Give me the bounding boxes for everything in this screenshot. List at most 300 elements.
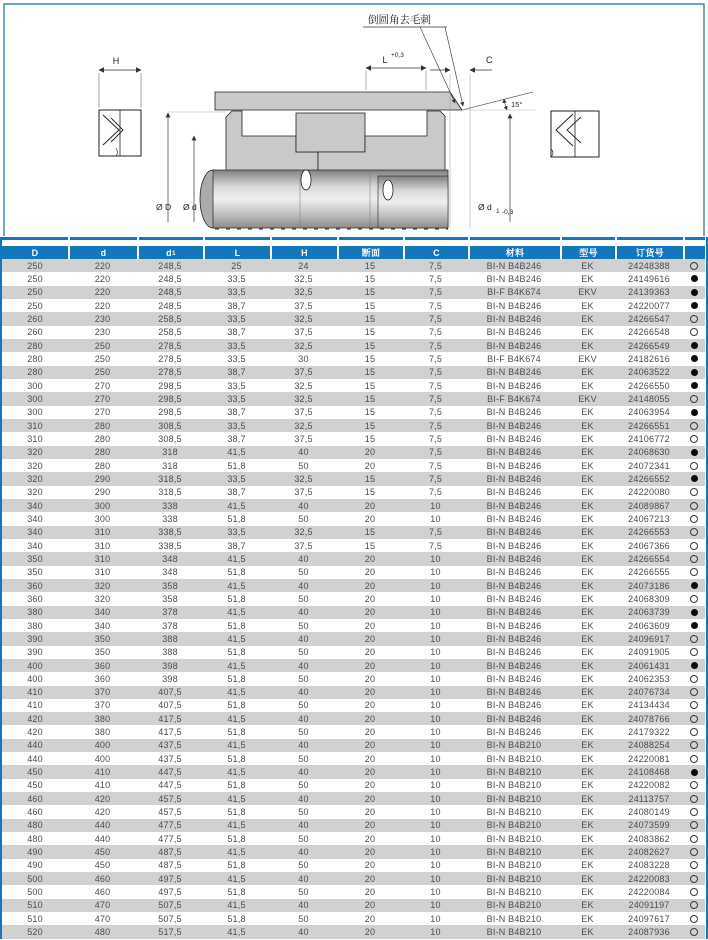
table-cell: 338,5 — [158, 527, 182, 538]
table-cell: 7,5 — [428, 447, 443, 458]
table-cell: 500 — [27, 873, 43, 884]
table-row — [2, 632, 705, 645]
table-cell: 340 — [27, 527, 43, 538]
table-cell: 10 — [430, 820, 441, 831]
table-cell: 32,5 — [294, 420, 313, 431]
table-top-border — [2, 237, 705, 240]
table-cell: 20 — [364, 807, 376, 818]
table-cell: 318 — [162, 447, 178, 458]
table-cell: 10 — [430, 927, 441, 938]
table-cell: 51,8 — [227, 567, 246, 578]
availability-dot-filled — [691, 769, 698, 776]
table-row — [2, 859, 705, 872]
table-cell: 38,7 — [227, 300, 246, 311]
table-cell: 41,5 — [227, 740, 246, 751]
table-cell: BI-N B4B246 — [486, 340, 542, 351]
table-cell: 24097617 — [628, 913, 670, 924]
table-cell: 480 — [94, 927, 111, 938]
availability-dot-hollow — [690, 648, 698, 656]
table-cell: 10 — [430, 660, 441, 671]
table-cell: EK — [581, 927, 594, 938]
table-cell: BI-N B4B210 — [486, 860, 542, 871]
table-cell — [615, 237, 683, 240]
table-cell: 417,5 — [158, 727, 182, 738]
table-cell: BI-N B4B246 — [486, 327, 542, 338]
table-cell: 20 — [364, 673, 376, 684]
table-row — [2, 672, 705, 685]
table-cell: 41,5 — [227, 633, 246, 644]
table-cell: 10 — [430, 633, 441, 644]
table-row — [2, 286, 705, 299]
table-cell: 350 — [27, 553, 43, 564]
table-cell — [683, 819, 705, 832]
table-cell: 298,5 — [158, 380, 182, 391]
table-cell: EK — [581, 660, 594, 671]
table-cell: 338 — [162, 500, 178, 511]
table-cell: 10 — [430, 860, 441, 871]
table-cell — [683, 406, 705, 419]
table-cell: BI-N B4B246 — [486, 447, 542, 458]
dim-phid-label: Ø d — [183, 202, 197, 212]
table-cell: BI-N B4B210 — [486, 767, 542, 778]
table-cell: 20 — [364, 767, 376, 778]
table-cell: 280 — [94, 420, 111, 431]
table-cell: 10 — [430, 887, 441, 898]
table-cell: 360 — [27, 593, 43, 604]
table-cell — [683, 539, 705, 552]
table-cell: 24266549 — [628, 340, 670, 351]
availability-dot-hollow — [690, 435, 698, 443]
table-cell: 15 — [364, 407, 376, 418]
table-cell: 517,5 — [158, 927, 182, 938]
table-row — [2, 805, 705, 818]
table-cell: 38,7 — [227, 540, 246, 551]
table-cell: 24073186 — [628, 580, 670, 591]
table-cell: 250 — [27, 273, 43, 284]
table-cell: 250 — [94, 367, 111, 378]
table-row — [2, 326, 705, 339]
table-cell: BI-N B4B246 — [486, 687, 542, 698]
table-cell: 10 — [430, 873, 441, 884]
table-cell: 7,5 — [428, 287, 443, 298]
table-cell: 10 — [430, 833, 441, 844]
table-cell: BI-N B4B246 — [486, 513, 542, 524]
table-cell: 470 — [94, 900, 111, 911]
table-cell: 51,8 — [227, 780, 246, 791]
table-row — [2, 379, 705, 392]
table-cell: 410 — [94, 780, 111, 791]
table-cell: 318 — [162, 460, 178, 471]
table-cell: 230 — [94, 313, 111, 324]
table-cell: 477,5 — [158, 820, 182, 831]
table-cell: 10 — [430, 673, 441, 684]
table-cell: 10 — [430, 593, 441, 604]
table-cell: 440 — [94, 833, 111, 844]
table-cell: 7,5 — [428, 260, 443, 271]
table-cell: BI-N B4B210 — [486, 780, 542, 791]
table-cell: 15 — [364, 433, 376, 444]
table-cell: 37,5 — [294, 327, 313, 338]
availability-dot-filled — [691, 289, 698, 296]
table-cell: EKV — [578, 353, 597, 364]
availability-dot-filled — [691, 275, 698, 282]
table-row — [2, 299, 705, 312]
table-cell: 20 — [364, 847, 376, 858]
table-cell: BI-N B4B246 — [486, 673, 542, 684]
table-cell: 24072341 — [628, 460, 670, 471]
table-cell: 24113757 — [628, 793, 670, 804]
table-cell — [683, 912, 705, 925]
table-cell: 310 — [94, 540, 111, 551]
column-header: H — [270, 246, 337, 259]
table-row — [2, 459, 705, 472]
table-cell: 400 — [94, 740, 111, 751]
availability-dot-filled — [691, 582, 698, 589]
availability-dot-hollow — [690, 568, 698, 576]
dim-phid1-sub: 1 — [496, 208, 500, 215]
table-cell: 20 — [364, 660, 376, 671]
table-cell: 40 — [298, 500, 309, 511]
table-cell: 51,8 — [227, 833, 246, 844]
column-header: d $_1$ — [137, 246, 203, 259]
table-cell — [683, 606, 705, 619]
availability-dot-filled — [691, 369, 698, 376]
table-cell — [683, 925, 705, 938]
availability-dot-filled — [691, 475, 698, 482]
table-cell: 41,5 — [227, 873, 246, 884]
table-cell: 24091905 — [628, 647, 670, 658]
table-cell: 10 — [430, 607, 441, 618]
table-cell: 20 — [364, 647, 376, 658]
pin-detail — [383, 180, 393, 200]
table-cell — [683, 699, 705, 712]
availability-dot-hollow — [690, 555, 698, 563]
table-row — [2, 339, 705, 352]
table-cell: BI-N B4B210 — [486, 847, 542, 858]
table-cell: 51,8 — [227, 887, 246, 898]
table-cell: 24067366 — [628, 540, 670, 551]
table-cell: 520 — [27, 927, 43, 938]
availability-dot-hollow — [690, 395, 698, 403]
table-cell: 318,5 — [158, 487, 182, 498]
table-cell: 510 — [27, 900, 43, 911]
table-cell: 510 — [27, 913, 43, 924]
table-cell — [683, 419, 705, 432]
table-cell — [137, 237, 203, 240]
column-header: C — [403, 246, 468, 259]
table-cell: 487,5 — [158, 860, 182, 871]
table-cell: 41,5 — [227, 580, 246, 591]
table-cell: 24266554 — [628, 553, 670, 564]
table-cell: 378 — [162, 607, 178, 618]
table-cell: 37,5 — [294, 367, 313, 378]
table-cell: 10 — [430, 700, 441, 711]
availability-dot-filled — [691, 662, 698, 669]
table-cell: 15 — [364, 273, 376, 284]
table-cell: 40 — [298, 927, 309, 938]
column-header: L — [203, 246, 270, 259]
table-row — [2, 765, 705, 778]
table-cell: 440 — [27, 753, 43, 764]
table-cell: BI-F B4K674 — [487, 287, 541, 298]
table-cell: BI-N B4B210 — [486, 753, 542, 764]
table-cell: BI-N B4B246 — [486, 367, 542, 378]
table-cell: BI-N B4B246 — [486, 713, 542, 724]
table-cell — [683, 299, 705, 312]
table-cell: 24061431 — [628, 660, 670, 671]
table-cell: 450 — [27, 767, 43, 778]
table-cell: 220 — [94, 287, 111, 298]
table-cell: 24149616 — [628, 273, 670, 284]
table-cell: BI-N B4B210 — [486, 913, 542, 924]
table-cell: 24106772 — [628, 433, 670, 444]
table-cell: 497,5 — [158, 887, 182, 898]
table-cell: 370 — [94, 687, 111, 698]
table-cell: 7,5 — [428, 313, 443, 324]
table-row — [2, 845, 705, 858]
table-cell: EK — [581, 727, 594, 738]
table-cell: 15 — [364, 340, 376, 351]
table-cell: 41,5 — [227, 847, 246, 858]
table-cell: 24082627 — [628, 847, 670, 858]
table-cell: 40 — [298, 713, 309, 724]
table-cell: EK — [581, 647, 594, 658]
table-cell: 250 — [94, 340, 111, 351]
table-cell: 447,5 — [158, 767, 182, 778]
table-cell: 7,5 — [428, 433, 443, 444]
table-cell: 350 — [94, 647, 111, 658]
table-cell: EK — [581, 567, 594, 578]
table-cell: 250 — [27, 300, 43, 311]
table-cell: 51,8 — [227, 673, 246, 684]
table-cell: 50 — [298, 673, 309, 684]
table-cell: EK — [581, 580, 594, 591]
table-cell: 338,5 — [158, 540, 182, 551]
table-cell: 470 — [94, 913, 111, 924]
table-cell: 420 — [27, 727, 43, 738]
table-cell: 37,5 — [294, 407, 313, 418]
table-cell — [468, 237, 560, 240]
table-cell — [683, 712, 705, 725]
table-cell: 20 — [364, 513, 376, 524]
table-cell — [683, 832, 705, 845]
table-cell: 20 — [364, 447, 376, 458]
table-cell: 40 — [298, 553, 309, 564]
table-cell: 10 — [430, 567, 441, 578]
table-cell: BI-N B4B246 — [486, 727, 542, 738]
table-cell: 51,8 — [227, 807, 246, 818]
table-cell: 41,5 — [227, 767, 246, 778]
table-cell: 10 — [430, 513, 441, 524]
table-cell: 33,5 — [227, 340, 246, 351]
table-cell: 378 — [162, 620, 178, 631]
table-cell: 420 — [94, 807, 111, 818]
table-row — [2, 739, 705, 752]
availability-dot-hollow — [690, 795, 698, 803]
table-cell: 24266552 — [628, 473, 670, 484]
table-cell: 278,5 — [158, 353, 182, 364]
table-row — [2, 579, 705, 592]
table-cell: 50 — [298, 860, 309, 871]
availability-dot-hollow — [690, 781, 698, 789]
table-cell: EK — [581, 620, 594, 631]
table-cell: 507,5 — [158, 913, 182, 924]
table-cell: 50 — [298, 620, 309, 631]
table-cell: BI-N B4B210 — [486, 900, 542, 911]
table-cell: EK — [581, 673, 594, 684]
table-cell: 20 — [364, 593, 376, 604]
table-row — [2, 432, 705, 445]
table-cell: 7,5 — [428, 460, 443, 471]
table-cell: 50 — [298, 460, 309, 471]
table-cell: 320 — [27, 460, 43, 471]
table-row — [2, 712, 705, 725]
table-cell: 7,5 — [428, 420, 443, 431]
table-cell: 33,5 — [227, 420, 246, 431]
table-cell — [683, 646, 705, 659]
table-row — [2, 686, 705, 699]
table-row — [2, 552, 705, 565]
table-cell: 250 — [27, 260, 43, 271]
table-cell: 32,5 — [294, 313, 313, 324]
table-cell: 38,7 — [227, 407, 246, 418]
table-cell: 320 — [27, 487, 43, 498]
dim-C-label: C — [486, 55, 493, 65]
table-cell: 460 — [27, 807, 43, 818]
availability-dot-hollow — [690, 888, 698, 896]
table-cell: 50 — [298, 887, 309, 898]
table-cell: 40 — [298, 873, 309, 884]
table-cell: 20 — [364, 793, 376, 804]
table-row — [2, 486, 705, 499]
table-cell: 20 — [364, 913, 376, 924]
availability-dot-hollow — [690, 915, 698, 923]
table-cell: 490 — [27, 847, 43, 858]
table-cell: 24073599 — [628, 820, 670, 831]
table-cell: 7,5 — [428, 393, 443, 404]
table-cell: EK — [581, 820, 594, 831]
table-cell: 30 — [298, 353, 309, 364]
table-cell: 280 — [27, 367, 43, 378]
table-cell: 10 — [430, 753, 441, 764]
table-cell: 40 — [298, 447, 309, 458]
table-cell: 410 — [27, 687, 43, 698]
table-cell: EK — [581, 607, 594, 618]
table-cell: 24266551 — [628, 420, 670, 431]
table-cell: 278,5 — [158, 367, 182, 378]
table-cell: 220 — [94, 300, 111, 311]
table-cell: 460 — [94, 873, 111, 884]
table-cell: 20 — [364, 780, 376, 791]
table-cell: 20 — [364, 460, 376, 471]
table-cell: 280 — [94, 447, 111, 458]
table-cell: 340 — [94, 620, 111, 631]
table-cell: BI-N B4B210 — [486, 807, 542, 818]
table-cell: 40 — [298, 633, 309, 644]
table-cell: BI-N B4B210 — [486, 887, 542, 898]
table-cell: 260 — [27, 327, 43, 338]
table-cell: 10 — [430, 913, 441, 924]
table-cell: BI-N B4B246 — [486, 540, 542, 551]
table-cell: 10 — [430, 727, 441, 738]
table-cell: 40 — [298, 793, 309, 804]
table-cell: 388 — [162, 647, 178, 658]
table-cell — [683, 725, 705, 738]
table-cell: EK — [581, 420, 594, 431]
table-cell: 37,5 — [294, 540, 313, 551]
table-cell: 38,7 — [227, 487, 246, 498]
table-cell: 10 — [430, 767, 441, 778]
table-cell: 460 — [27, 793, 43, 804]
table-cell: 280 — [27, 340, 43, 351]
table-cell: EK — [581, 740, 594, 751]
table-cell: 20 — [364, 580, 376, 591]
table-cell: 24091197 — [628, 900, 670, 911]
table-cell: 24266553 — [628, 527, 670, 538]
table-cell: 24063609 — [628, 620, 670, 631]
availability-dot-hollow — [690, 675, 698, 683]
table-row — [2, 592, 705, 605]
table-cell: 10 — [430, 780, 441, 791]
table-cell: BI-N B4B246 — [486, 260, 542, 271]
table-cell — [683, 885, 705, 898]
table-row — [2, 406, 705, 419]
table-cell: BI-N B4B246 — [486, 300, 542, 311]
table-cell — [683, 659, 705, 672]
availability-dot-hollow — [690, 848, 698, 856]
table-cell: 340 — [94, 607, 111, 618]
table-cell: 388 — [162, 633, 178, 644]
table-cell: 280 — [94, 460, 111, 471]
table-cell: 290 — [94, 473, 111, 484]
table-row — [2, 526, 705, 539]
table-cell: 24096917 — [628, 633, 670, 644]
table-cell: 398 — [162, 673, 178, 684]
table-cell: 51,8 — [227, 700, 246, 711]
column-header: 订货号 — [615, 246, 683, 259]
table-row — [2, 779, 705, 792]
table-cell: 10 — [430, 847, 441, 858]
table-cell: 24248388 — [628, 260, 670, 271]
table-cell: 33,5 — [227, 313, 246, 324]
table-cell: 15 — [364, 260, 376, 271]
table-row — [2, 312, 705, 325]
table-cell: EK — [581, 487, 594, 498]
table-cell: 20 — [364, 860, 376, 871]
table-cell — [683, 286, 705, 299]
table-cell: 24266547 — [628, 313, 670, 324]
table-cell: 37,5 — [294, 487, 313, 498]
table-cell: 308,5 — [158, 420, 182, 431]
table-cell: 310 — [94, 553, 111, 564]
table-row — [2, 752, 705, 765]
table-cell: 37,5 — [294, 433, 313, 444]
table-cell: 20 — [364, 873, 376, 884]
table-cell: 15 — [364, 287, 376, 298]
availability-dot-filled — [691, 622, 698, 629]
availability-dot-hollow — [690, 542, 698, 550]
table-cell — [2, 237, 68, 240]
table-cell: 300 — [27, 407, 43, 418]
table-cell: 40 — [298, 687, 309, 698]
table-cell: 20 — [364, 607, 376, 618]
table-cell: 24266550 — [628, 380, 670, 391]
dim-L-label: L — [382, 55, 388, 65]
table-cell: 38,7 — [227, 367, 246, 378]
table-row — [2, 792, 705, 805]
table-cell: BI-N B4B246 — [486, 593, 542, 604]
table-cell: 50 — [298, 780, 309, 791]
